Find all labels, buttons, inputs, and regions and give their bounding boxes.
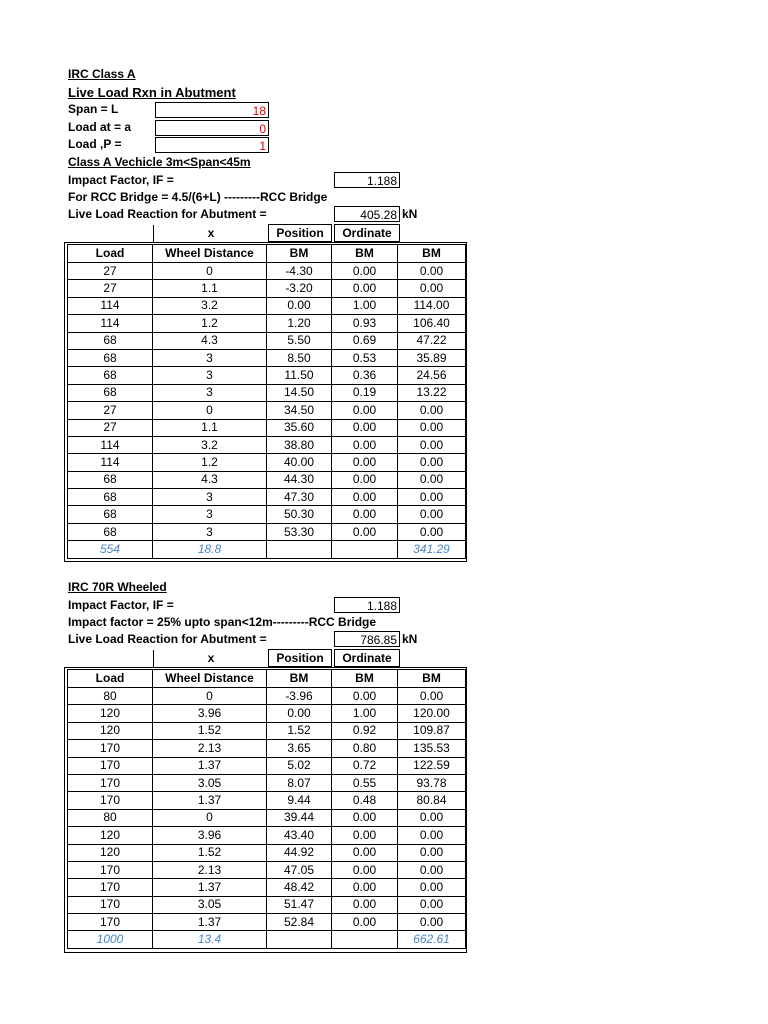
cell-position-bm[interactable]: -3.96 [267,688,332,705]
cell-load[interactable]: 170 [68,757,153,774]
cell-ordinate-bm[interactable]: 0.00 [332,896,398,913]
cell-load[interactable]: 114 [68,436,153,453]
cell-bm[interactable]: 0.00 [398,402,466,419]
cell-position-bm[interactable]: 1.20 [267,315,332,332]
table-row [68,263,466,280]
total-ordinate-bm [332,541,398,558]
irc70r-header-x: x [153,650,268,668]
cell-load[interactable]: 27 [68,263,153,280]
cell-ordinate-bm[interactable]: 1.00 [332,705,398,722]
table-row [68,436,466,453]
cell-load[interactable]: 170 [68,914,153,931]
cell-bm[interactable]: 0.00 [398,419,466,436]
table-row [68,489,466,506]
cell-bm[interactable]: 35.89 [398,349,466,366]
class-a-table [67,244,466,559]
column-header-position-bm: BM [267,245,332,263]
cell-position-bm[interactable]: 3.65 [267,740,332,757]
cell-wheel-distance[interactable]: 1.52 [153,722,267,739]
table-row [68,688,466,705]
table-row [68,740,466,757]
class-a-title: IRC Class A [68,67,136,81]
table-row [68,523,466,540]
table-row [68,844,466,861]
cell-position-bm[interactable]: 0.00 [267,705,332,722]
cell-ordinate-bm[interactable]: 0.00 [332,280,398,297]
table-row [68,367,466,384]
cell-wheel-distance[interactable]: 3.2 [153,297,267,314]
table-row [68,402,466,419]
total-wheel-distance: 18.8 [153,541,267,558]
load-p-label: Load ,P = [68,137,122,151]
cell-wheel-distance[interactable]: 1.37 [153,757,267,774]
cell-position-bm[interactable]: 1.52 [267,722,332,739]
cell-wheel-distance[interactable]: 3 [153,349,267,366]
cell-bm[interactable]: 106.40 [398,315,466,332]
table-row [68,297,466,314]
cell-load[interactable]: 170 [68,774,153,791]
cell-wheel-distance[interactable]: 1.52 [153,844,267,861]
table-row [68,827,466,844]
column-header-load: Load [68,245,153,263]
table-row [68,506,466,523]
cell-ordinate-bm[interactable]: 0.00 [332,436,398,453]
cell-wheel-distance[interactable]: 3 [153,489,267,506]
table-row [68,896,466,913]
class-a-subtitle: Live Load Rxn in Abutment [68,85,236,100]
column-header-bm: BM [398,670,466,688]
cell-bm[interactable]: 0.00 [398,879,466,896]
reaction-unit: kN [402,207,418,221]
cell-ordinate-bm[interactable]: 0.00 [332,263,398,280]
cell-position-bm[interactable]: 35.60 [267,419,332,436]
table-row [68,332,466,349]
total-bm: 341.29 [398,541,466,558]
cell-load[interactable]: 120 [68,705,153,722]
cell-wheel-distance[interactable]: 1.1 [153,280,267,297]
cell-load[interactable]: 68 [68,349,153,366]
irc70r-reaction-label: Live Load Reaction for Abutment = [68,632,267,646]
table-header-row [68,670,466,688]
load-at-label: Load at = a [68,120,132,134]
table-row [68,280,466,297]
cell-bm[interactable]: 0.00 [398,436,466,453]
cell-load[interactable]: 27 [68,419,153,436]
table-row [68,774,466,791]
table-row [68,722,466,739]
cell-position-bm[interactable]: 47.05 [267,861,332,878]
table-row [68,792,466,809]
cell-load[interactable]: 170 [68,740,153,757]
span-label: Span = L [68,102,119,116]
cell-position-bm[interactable]: 44.30 [267,471,332,488]
cell-wheel-distance[interactable]: 3.05 [153,774,267,791]
table-header-row [68,245,466,263]
impact-factor-label: Impact Factor, IF = [68,173,174,187]
cell-position-bm[interactable]: 9.44 [267,792,332,809]
cell-position-bm[interactable]: 51.47 [267,896,332,913]
cell-bm[interactable]: 0.00 [398,489,466,506]
column-header-ordinate-bm: BM [332,245,398,263]
table-row [68,757,466,774]
cell-bm[interactable]: 47.22 [398,332,466,349]
cell-bm[interactable]: 0.00 [398,809,466,826]
cell-position-bm[interactable]: 34.50 [267,402,332,419]
cell-wheel-distance[interactable]: 1.1 [153,419,267,436]
cell-wheel-distance[interactable]: 3.05 [153,896,267,913]
cell-position-bm[interactable]: 11.50 [267,367,332,384]
table-row [68,879,466,896]
column-header-ordinate-bm: BM [332,670,398,688]
cell-wheel-distance[interactable]: 0 [153,263,267,280]
total-load: 1000 [68,931,153,948]
total-position-bm [267,541,332,558]
table-row [68,349,466,366]
table-row [68,705,466,722]
cell-ordinate-bm[interactable]: 0.00 [332,454,398,471]
cell-bm[interactable]: 109.87 [398,722,466,739]
cell-bm[interactable]: 93.78 [398,774,466,791]
cell-load[interactable]: 114 [68,297,153,314]
cell-position-bm[interactable]: 5.02 [267,757,332,774]
irc70r-header-ordinate: Ordinate [334,649,400,667]
totals-row [68,541,466,558]
header-x: x [153,225,268,243]
cell-load[interactable]: 68 [68,332,153,349]
reaction-label: Live Load Reaction for Abutment = [68,207,267,221]
total-wheel-distance: 13.4 [153,931,267,948]
total-bm: 662.61 [398,931,466,948]
cell-wheel-distance[interactable]: 4.3 [153,332,267,349]
cell-ordinate-bm[interactable]: 0.93 [332,315,398,332]
cell-wheel-distance[interactable]: 0 [153,688,267,705]
cell-load[interactable]: 120 [68,827,153,844]
irc70r-table [67,669,466,949]
cell-ordinate-bm[interactable]: 0.00 [332,879,398,896]
cell-load[interactable]: 80 [68,809,153,826]
cell-bm[interactable]: 0.00 [398,844,466,861]
cell-position-bm[interactable]: 50.30 [267,506,332,523]
cell-load[interactable]: 68 [68,489,153,506]
cell-wheel-distance[interactable]: 3 [153,384,267,401]
cell-ordinate-bm[interactable]: 0.00 [332,471,398,488]
span-input[interactable]: 18 [155,102,269,118]
cell-wheel-distance[interactable]: 2.13 [153,861,267,878]
cell-bm[interactable]: 24.56 [398,367,466,384]
table-row [68,384,466,401]
cell-ordinate-bm[interactable]: 0.00 [332,523,398,540]
cell-wheel-distance[interactable]: 2.13 [153,740,267,757]
column-header-position-bm: BM [267,670,332,688]
vehicle-note: Class A Vechicle 3m<Span<45m [68,155,251,169]
cell-bm[interactable]: 0.00 [398,896,466,913]
column-header-load: Load [68,670,153,688]
table-row [68,454,466,471]
cell-bm[interactable]: 120.00 [398,705,466,722]
cell-ordinate-bm[interactable]: 0.00 [332,402,398,419]
cell-wheel-distance[interactable]: 1.2 [153,315,267,332]
cell-position-bm[interactable]: 48.42 [267,879,332,896]
table-row [68,315,466,332]
cell-wheel-distance[interactable]: 3.96 [153,827,267,844]
reaction-value[interactable]: 405.28 [334,206,400,222]
cell-load[interactable]: 68 [68,523,153,540]
cell-wheel-distance[interactable]: 1.37 [153,914,267,931]
cell-wheel-distance[interactable]: 0 [153,809,267,826]
cell-load[interactable]: 120 [68,844,153,861]
irc70r-header-position: Position [268,649,332,667]
irc70r-reaction-unit: kN [402,632,418,646]
cell-ordinate-bm[interactable]: 0.00 [332,419,398,436]
table-row [68,419,466,436]
cell-wheel-distance[interactable]: 4.3 [153,471,267,488]
cell-bm[interactable]: 122.59 [398,757,466,774]
cell-bm[interactable]: 135.53 [398,740,466,757]
table-row [68,914,466,931]
cell-wheel-distance[interactable]: 1.2 [153,454,267,471]
cell-load[interactable]: 80 [68,688,153,705]
cell-bm[interactable]: 0.00 [398,523,466,540]
cell-wheel-distance[interactable]: 3 [153,506,267,523]
cell-wheel-distance[interactable]: 3 [153,367,267,384]
load-at-input[interactable]: 0 [155,120,269,136]
cell-ordinate-bm[interactable]: 0.00 [332,506,398,523]
cell-ordinate-bm[interactable]: 0.72 [332,757,398,774]
cell-ordinate-bm[interactable]: 0.80 [332,740,398,757]
cell-position-bm[interactable]: 8.07 [267,774,332,791]
cell-position-bm[interactable]: 8.50 [267,349,332,366]
column-header-bm: BM [398,245,466,263]
cell-load[interactable]: 170 [68,879,153,896]
cell-load[interactable]: 27 [68,402,153,419]
cell-ordinate-bm[interactable]: 0.00 [332,914,398,931]
cell-bm[interactable]: 0.00 [398,827,466,844]
cell-ordinate-bm[interactable]: 0.48 [332,792,398,809]
cell-load[interactable]: 114 [68,454,153,471]
cell-bm[interactable]: 0.00 [398,688,466,705]
column-header-wheel-distance: Wheel Distance [153,670,267,688]
cell-ordinate-bm[interactable]: 1.00 [332,297,398,314]
cell-position-bm[interactable]: 38.80 [267,436,332,453]
cell-ordinate-bm[interactable]: 0.36 [332,367,398,384]
total-load: 554 [68,541,153,558]
cell-wheel-distance[interactable]: 1.37 [153,879,267,896]
cell-bm[interactable]: 0.00 [398,471,466,488]
cell-bm[interactable]: 0.00 [398,454,466,471]
cell-position-bm[interactable]: -4.30 [267,263,332,280]
cell-position-bm[interactable]: 44.92 [267,844,332,861]
cell-load[interactable]: 120 [68,722,153,739]
cell-wheel-distance[interactable]: 1.37 [153,792,267,809]
cell-load[interactable]: 170 [68,861,153,878]
rcc-bridge-note: For RCC Bridge = 4.5/(6+L) ---------RCC Bridge [68,190,328,204]
cell-bm[interactable]: 0.00 [398,506,466,523]
cell-ordinate-bm[interactable]: 0.19 [332,384,398,401]
cell-bm[interactable]: 0.00 [398,263,466,280]
impact-factor-value[interactable]: 1.188 [334,172,400,188]
cell-bm[interactable]: 13.22 [398,384,466,401]
cell-load[interactable]: 27 [68,280,153,297]
table-row [68,471,466,488]
cell-load[interactable]: 114 [68,315,153,332]
cell-wheel-distance[interactable]: 3.2 [153,436,267,453]
cell-position-bm[interactable]: 14.50 [267,384,332,401]
cell-load[interactable]: 68 [68,471,153,488]
cell-position-bm[interactable]: 43.40 [267,827,332,844]
cell-ordinate-bm[interactable]: 0.55 [332,774,398,791]
cell-ordinate-bm[interactable]: 0.00 [332,861,398,878]
cell-bm[interactable]: 114.00 [398,297,466,314]
cell-ordinate-bm[interactable]: 0.00 [332,844,398,861]
irc70r-impact-value[interactable]: 1.188 [334,597,400,613]
cell-load[interactable]: 170 [68,896,153,913]
cell-bm[interactable]: 0.00 [398,914,466,931]
cell-ordinate-bm[interactable]: 0.69 [332,332,398,349]
cell-position-bm[interactable]: 53.30 [267,523,332,540]
irc70r-title: IRC 70R Wheeled [68,580,167,594]
cell-ordinate-bm[interactable]: 0.00 [332,827,398,844]
total-position-bm [267,931,332,948]
cell-position-bm[interactable]: 47.30 [267,489,332,506]
load-p-input[interactable]: 1 [155,137,269,153]
cell-position-bm[interactable]: 40.00 [267,454,332,471]
cell-position-bm[interactable]: 0.00 [267,297,332,314]
cell-position-bm[interactable]: -3.20 [267,280,332,297]
total-ordinate-bm [332,931,398,948]
cell-wheel-distance[interactable]: 0 [153,402,267,419]
table-row [68,809,466,826]
cell-ordinate-bm[interactable]: 0.92 [332,722,398,739]
cell-bm[interactable]: 0.00 [398,861,466,878]
irc70r-impact-label: Impact Factor, IF = [68,598,174,612]
cell-bm[interactable]: 80.84 [398,792,466,809]
cell-load[interactable]: 68 [68,384,153,401]
table-row [68,861,466,878]
irc70r-impact-note: Impact factor = 25% upto span<12m---------RCC Bridge [68,615,377,629]
header-position: Position [268,224,332,242]
cell-position-bm[interactable]: 5.50 [267,332,332,349]
cell-position-bm[interactable]: 39.44 [267,809,332,826]
cell-ordinate-bm[interactable]: 0.53 [332,349,398,366]
cell-bm[interactable]: 0.00 [398,280,466,297]
cell-ordinate-bm[interactable]: 0.00 [332,809,398,826]
header-ordinate: Ordinate [334,224,400,242]
cell-position-bm[interactable]: 52.84 [267,914,332,931]
column-header-wheel-distance: Wheel Distance [153,245,267,263]
cell-wheel-distance[interactable]: 3.96 [153,705,267,722]
cell-load[interactable]: 68 [68,506,153,523]
cell-ordinate-bm[interactable]: 0.00 [332,688,398,705]
totals-row [68,931,466,948]
irc70r-reaction-value[interactable]: 786.85 [334,631,400,647]
cell-load[interactable]: 68 [68,367,153,384]
cell-ordinate-bm[interactable]: 0.00 [332,489,398,506]
cell-wheel-distance[interactable]: 3 [153,523,267,540]
cell-load[interactable]: 170 [68,792,153,809]
